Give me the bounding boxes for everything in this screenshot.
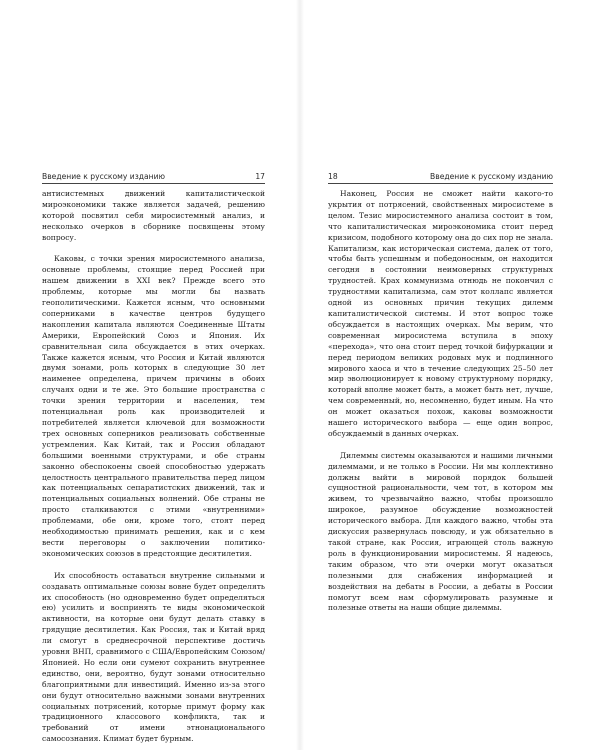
body-text-left xyxy=(42,189,265,745)
right-page xyxy=(300,0,600,750)
paragraph: Каковы, с точки зрения миросистемного анализа, основные проблемы, стоящие перед Россией при нашем движении в XXI век? Прежде всего это проблемы, которые мы могли бы назвать геополитическими. Кажется ясным, что основными соперниками в качестве центров будущего накопления капитала являются Соединенные Штаты Америки, Европейский Союз и Япония. Их сравнительная сила обсуждается в этих очерках. Также кажется ясным, что Россия и Китай являются двумя зонами, роль которых в следующие 30 лет наименее определена, причем причины в обоих случаях одни и те же. Это большие пространства с точки зрения территории и населения, тем потенциальная роль как производителей и потребителей является ключевой для возможности трех основных соперников реализовать собственные устремления. Как Китай, так и Россия обладают большими военными структурами, и обе страны законно обеспокоены своей способностью удержать целостность центрального правительства перед лицом как потенциальных сепаратистских движений, так и потенциальных социальных волнений. Обе страны не просто сталкиваются с этими «внутренними» проблемами, обе они, кроме того, стоят перед необходимостью принимать решения, как и с кем вести переговоры о заключении политико-экономических союзов в предстоящие десятилетия. xyxy=(42,254,265,558)
paragraph: Дилеммы системы оказываются и нашими личными дилеммами, и не только в России. Ни мы коллективно должны выйти в мировой порядок большей сущностной рациональности, чем тот, в котором мы живем, то чрезвычайно важно, чтобы произошло широкое, разумное обсуждение возможностей исторического выбора. Для каждого важно, чтобы эта дискуссия развернулась повсюду, и уж обязательно в такой стране, как Россия, играющей столь важную роль в функционировании миросистемы. Я надеюсь, таким образом, что эти очерки могут оказаться полезными для снабжения информацией и воздействия на дебаты в России, а дебаты в России помогут всем нам сформулировать разумные и полезные ответы на наши общие дилеммы. xyxy=(328,450,553,613)
paragraph: антисистемных движений капиталистической мироэкономики также является задачей, решению которой посвятил себя миросистемный анализ, и несколько очерков в сборнике посвящены этому вопросу. xyxy=(42,189,265,242)
body-text-right xyxy=(328,189,553,614)
page-number: 17 xyxy=(255,172,265,181)
running-head-left xyxy=(42,172,265,184)
running-head-title: Введение к русскому изданию xyxy=(430,172,553,181)
paragraph: Их способность оставаться внутренне сильными и создавать оптимальные союзы вовне будет определять их способность (но одновременно будет определяться ею) усилить и воспринять те виды экономической активности, на которые они будут делать ставку в грядущие десятилетия. Как Россия, так и Китай вряд ли смогут в среднесрочной перспективе достичь уровня ВНП, сравнимого с США/Европейским Союзом/Японией. Но если они сумеют сохранить внутреннее единство, они, вероятно, будут зонами относительно благоприятными для инвестиций. Именно из-за этого они будут относительно важными зонами внутренних социальных потрясений, которые примут форму как традиционного классового конфликта, так и требований от имени этнонационального самосознания. Климат будет бурным. xyxy=(42,570,265,744)
page-number: 18 xyxy=(328,172,338,181)
running-head-title: Введение к русскому изданию xyxy=(42,172,165,181)
running-head-right xyxy=(328,172,553,184)
paragraph: Наконец, Россия не сможет найти какого-то укрытия от потрясений, свойственных миросистеме в целом. Тезис миросистемного анализа состоит в том, что капиталистическая мироэкономика стоит перед кризисом, подобного которому она до сих пор не знала. Капитализм, как историческая система, далек от того, чтобы быть успешным и победоносным, он находится сегодня в состоянии неимоверных структурных трудностей. Крах коммунизма отнюдь не покончил с трудностями капитализма, сам этот коллапс является одной из основных причин текущих дилемм капиталистической системы. И этот вопрос тоже обсуждается в настоящих очерках. Мы верим, что современная миросистема вступила в эпоху «перехода», что она стоит перед точкой бифуркации и перед периодом великих родовых мук и подлинного мирового хаоса и что в течение следующих 25–50 лет мир эволюционирует к новому структурному порядку, который вполне может быть, а может быть нет, лучше, чем современный, но, несомненно, будет иным. На что он может оказаться похож, каковы возможности нашего исторического выбора — еще один вопрос, обсуждаемый в данных очерках. xyxy=(328,189,554,438)
